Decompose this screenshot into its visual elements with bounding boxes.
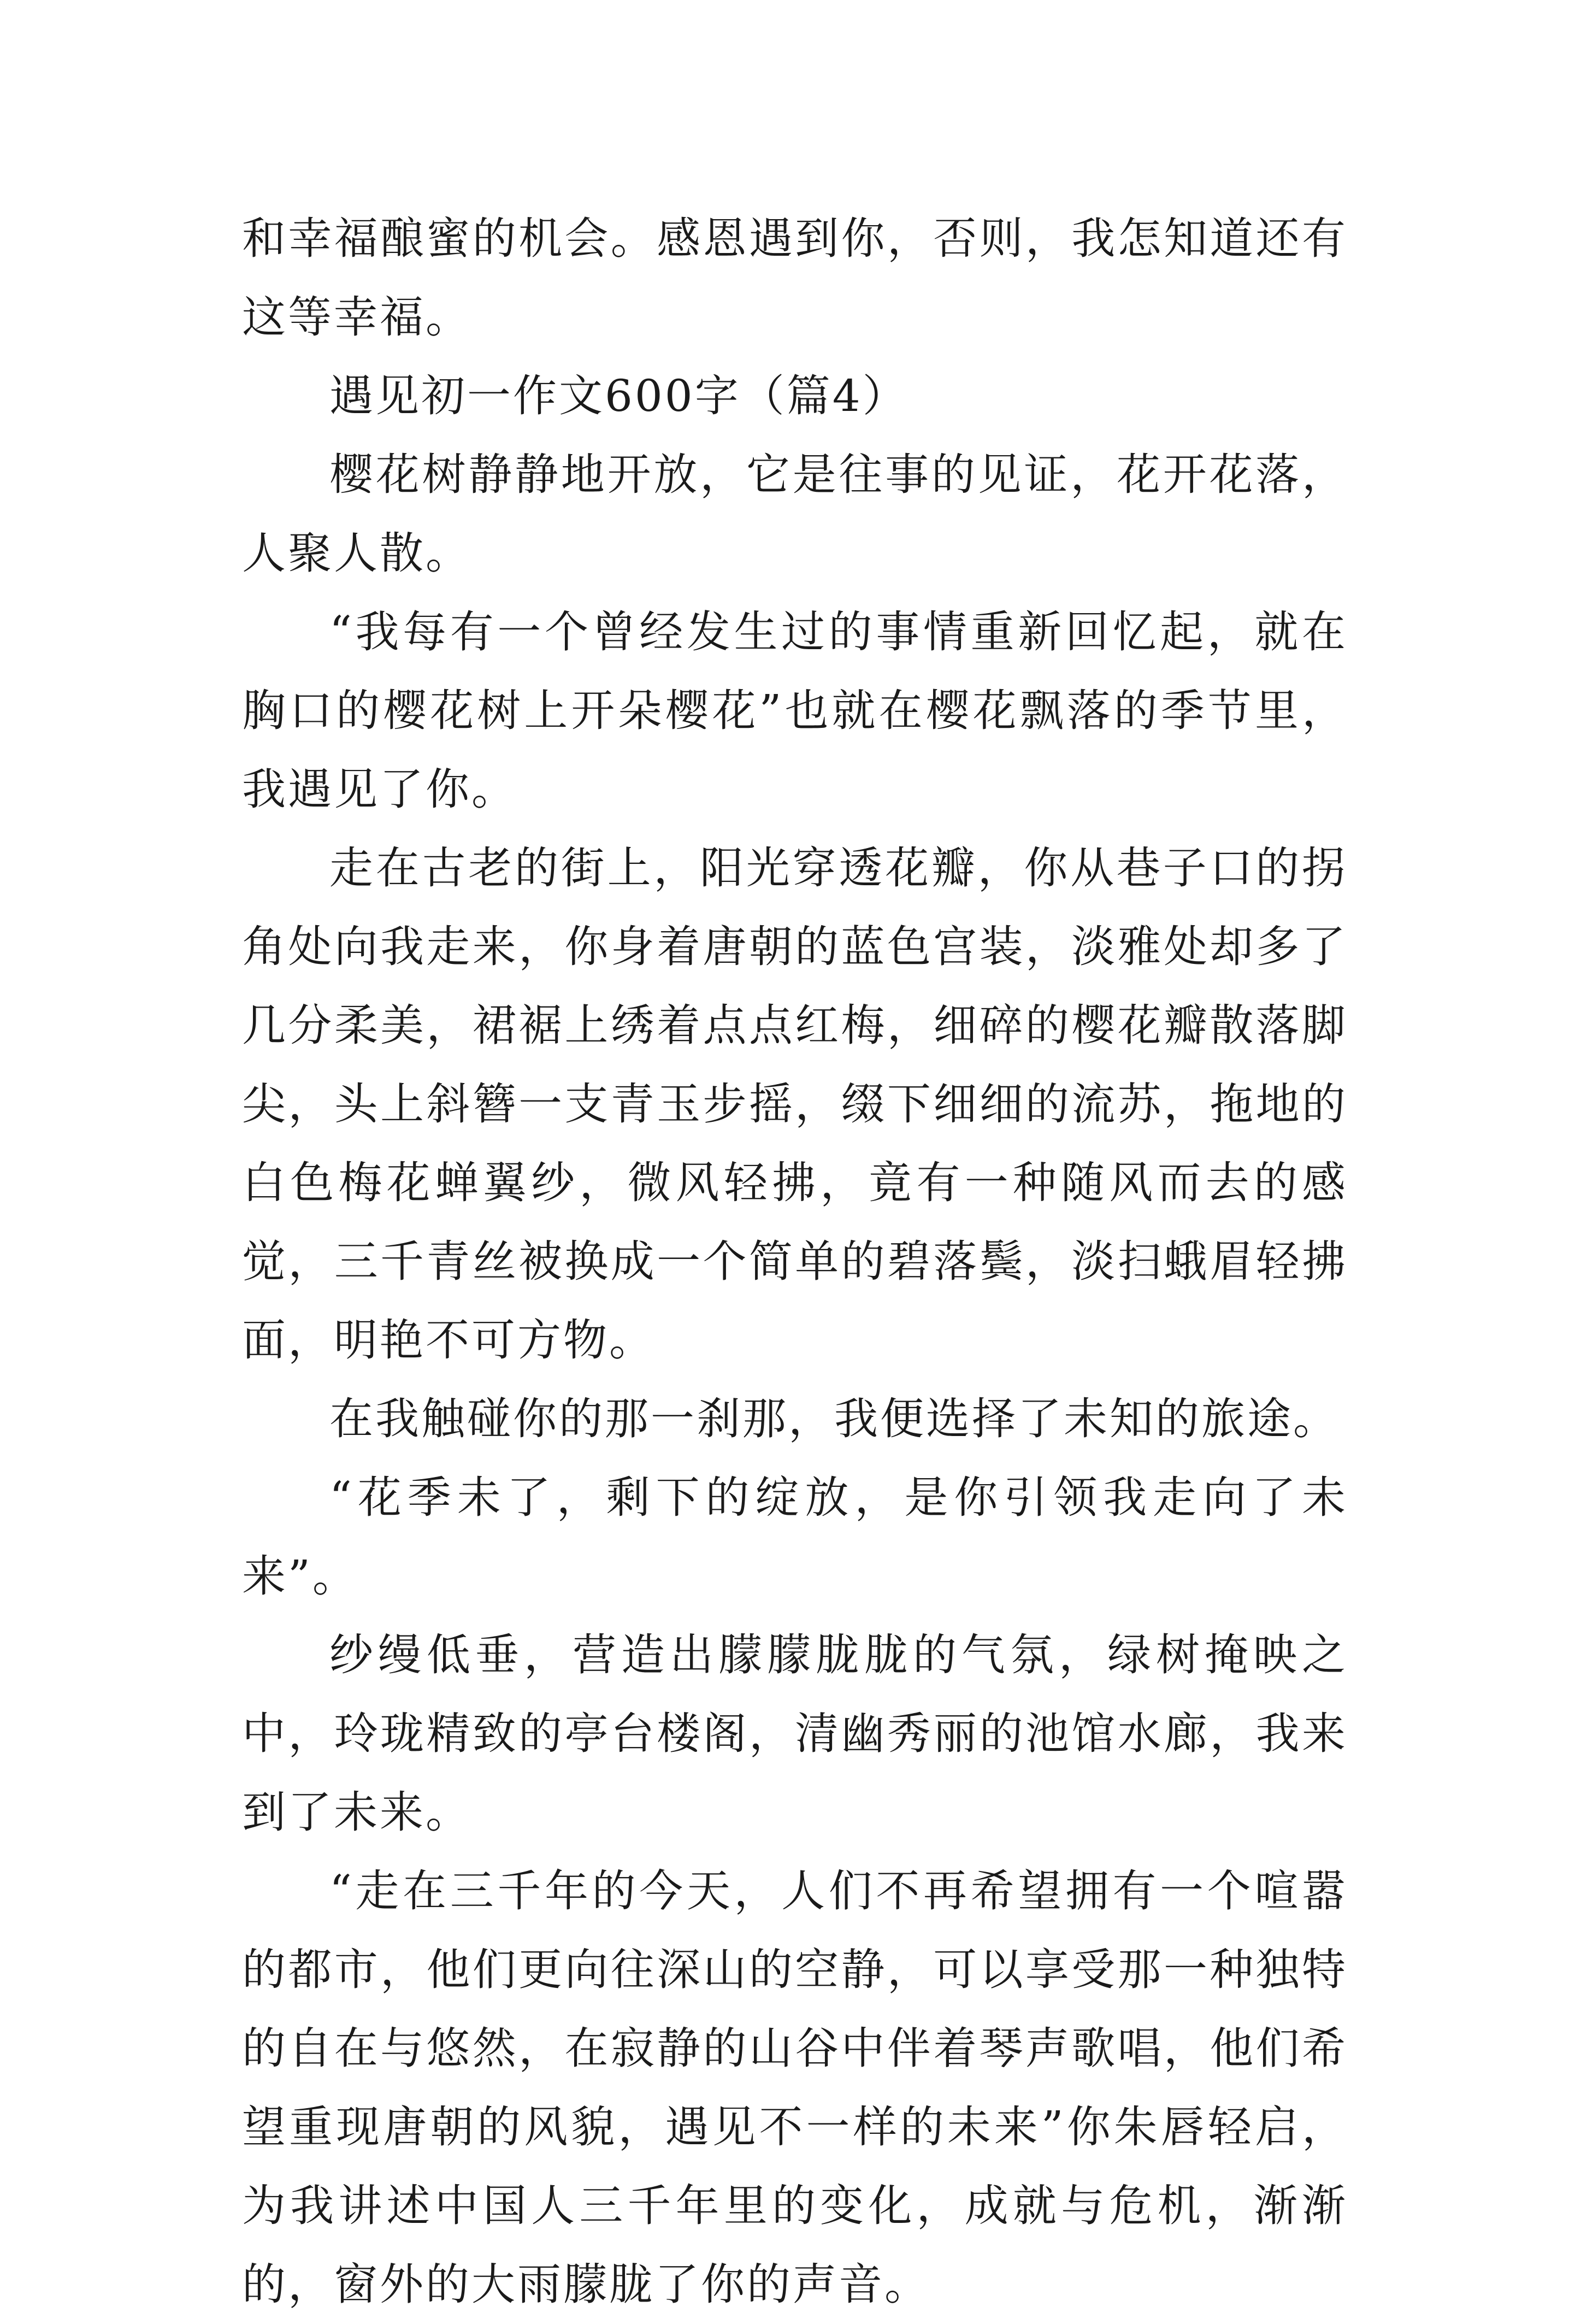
document-body xyxy=(242,199,1348,2324)
paragraph: 纱缦低垂，营造出朦朦胧胧的气氛，绿树掩映之中，玲珑精致的亭台楼阁，清幽秀丽的池馆水廊，我来到了未来。 xyxy=(242,1629,1348,1838)
paragraph: “走在三千年的今天，人们不再希望拥有一个喧嚣的都市，他们更向往深山的空静，可以享受那一种独特的自在与悠然，在寂静的山谷中伴着琴声歌唱，他们希望重现唐朝的风貌，遇见不一样的未来”你朱唇轻启，为我讲述中国人三千年里的变化，成就与危机，渐渐的，窗外的大雨朦胧了你的声音。 xyxy=(242,1866,1348,2310)
essay-heading: 遇见初一作文600字（篇4） xyxy=(329,370,909,421)
paragraph: “花季未了，剩下的绽放，是你引领我走向了未来”。 xyxy=(242,1472,1348,1602)
paragraph: 在我触碰你的那一刹那，我便选择了未知的旅途。 xyxy=(329,1393,1339,1444)
paragraph: “我每有一个曾经发生过的事情重新回忆起，就在胸口的樱花树上开朵樱花”也就在樱花飘落的季节里，我遇见了你。 xyxy=(242,607,1348,815)
paragraph: 樱花树静静地开放，它是往事的见证，花开花落，人聚人散。 xyxy=(242,449,1348,579)
paragraph: 走在古老的街上，阳光穿透花瓣，你从巷子口的拐角处向我走来，你身着唐朝的蓝色宫装，淡雅处却多了几分柔美，裙裾上绣着点点红梅，细碎的樱花瓣散落脚尖，头上斜簪一支青玉步摇，缀下细细的流苏，拖地的白色梅花蝉翼纱，微风轻拂，竟有一种随风而去的感觉，三千青丝被换成一个简单的碧落鬓，淡扫蛾眉轻拂面，明艳不可方物。 xyxy=(242,843,1348,1366)
paragraph-continuation: 和幸福酿蜜的机会。感恩遇到你，否则，我怎知道还有这等幸福。 xyxy=(242,213,1348,343)
